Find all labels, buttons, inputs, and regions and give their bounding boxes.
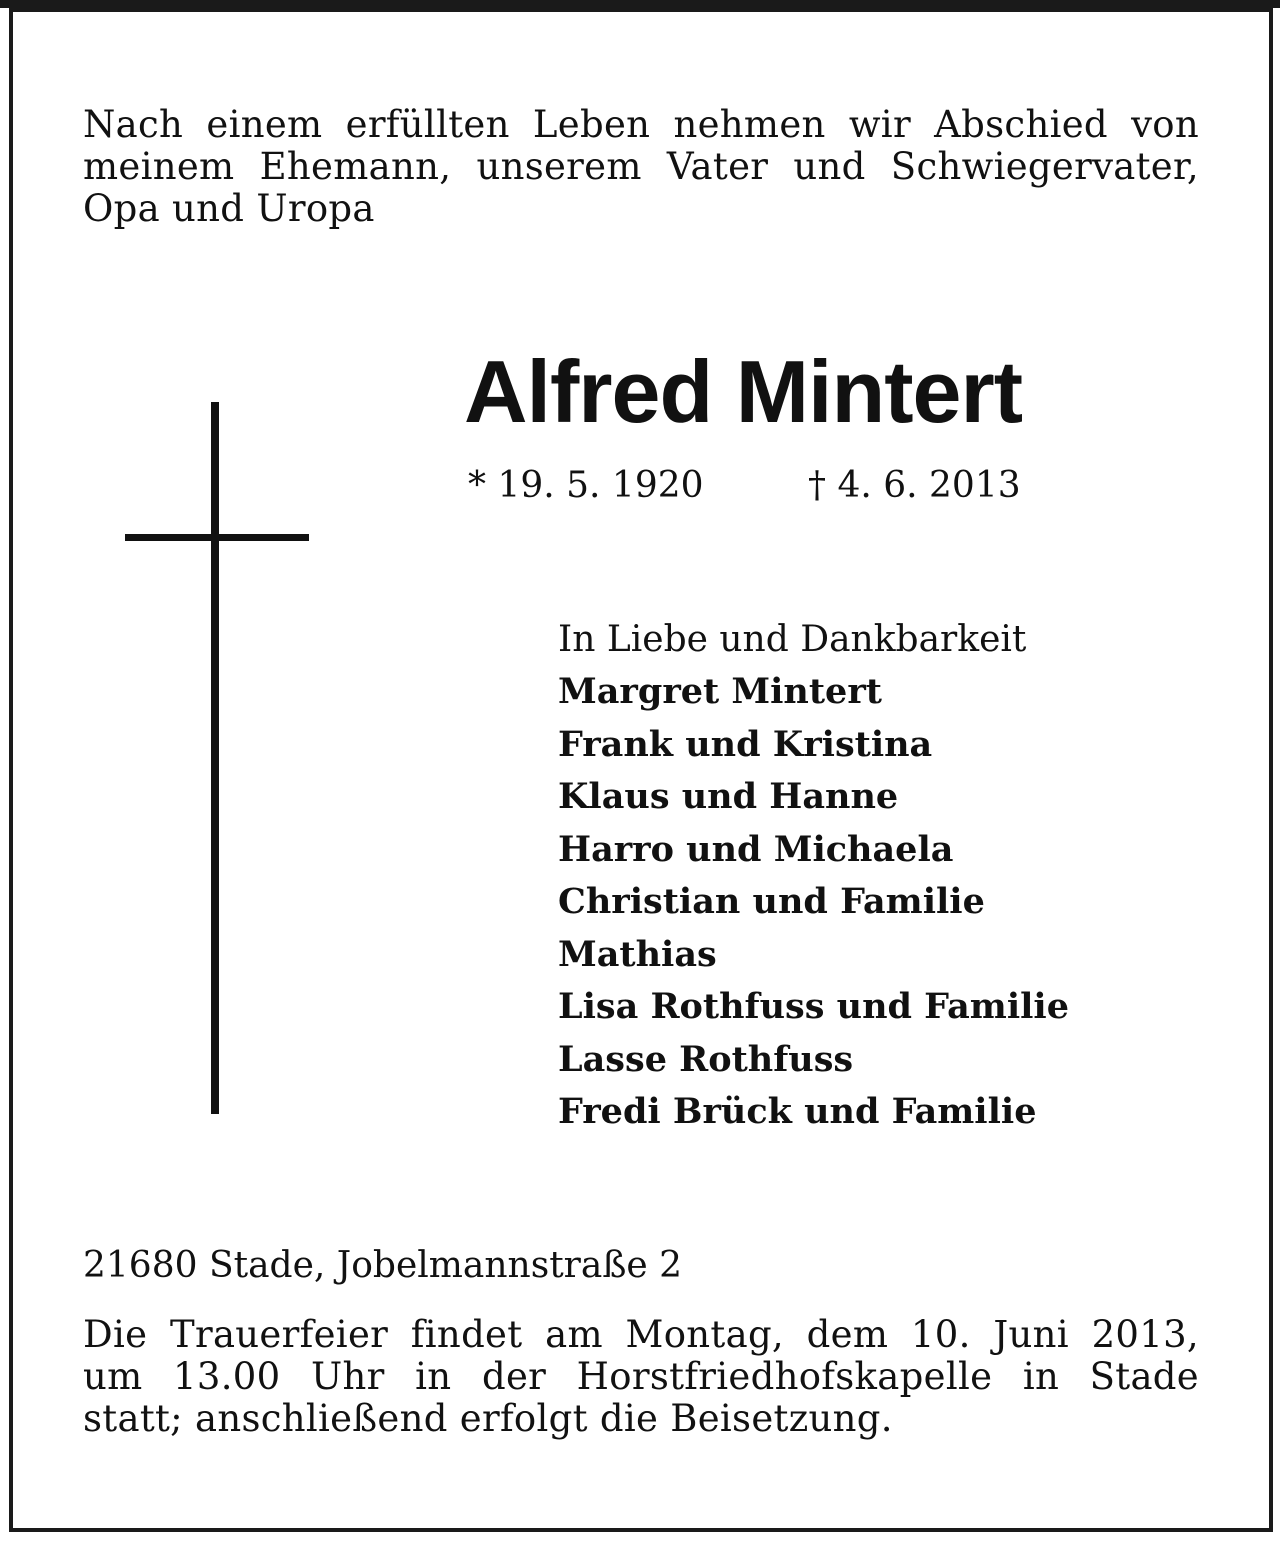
cross-vertical-bar bbox=[211, 402, 219, 1114]
family-member: Mathias bbox=[558, 933, 717, 975]
family-member: Harro und Michaela bbox=[558, 828, 954, 870]
intro-text bbox=[83, 104, 1199, 230]
ceremony-text bbox=[83, 1314, 1199, 1440]
address: 21680 Stade, Jobelmannstraße 2 bbox=[83, 1245, 683, 1286]
obituary-notice bbox=[9, 8, 1273, 1532]
cross-horizontal-bar bbox=[125, 534, 309, 541]
family-member: Christian und Familie bbox=[558, 881, 985, 922]
ceremony-line: um 13.00 Uhr in der Horstfriedhofskapelle in Stade bbox=[83, 1355, 1199, 1398]
cross-icon bbox=[125, 402, 309, 1114]
intro-line: meinem Ehemann, unserem Vater und Schwiegervater, bbox=[83, 145, 1199, 188]
top-rule bbox=[0, 0, 1280, 8]
intro-line: Opa und Uropa bbox=[83, 187, 375, 230]
family-signature bbox=[558, 614, 1198, 1139]
birth-date: * 19. 5. 1920 bbox=[468, 465, 704, 506]
family-member: Fredi Brück und Familie bbox=[558, 1091, 1037, 1132]
family-member-list bbox=[558, 666, 1198, 1139]
family-member: Frank und Kristina bbox=[558, 723, 933, 765]
ceremony-line: Die Trauerfeier findet am Montag, dem 10. Juni 2013, bbox=[83, 1313, 1199, 1356]
family-member: Lasse Rothfuss bbox=[558, 1038, 854, 1080]
deceased-name: Alfred Mintert bbox=[464, 342, 1022, 441]
family-member: Klaus und Hanne bbox=[558, 776, 899, 817]
family-intro: In Liebe und Dankbarkeit bbox=[558, 619, 1027, 660]
intro-line: Nach einem erfüllten Leben nehmen wir Abschied von bbox=[83, 103, 1199, 146]
family-member: Lisa Rothfuss und Familie bbox=[558, 986, 1069, 1027]
family-member: Margret Mintert bbox=[558, 671, 882, 712]
ceremony-line: statt; anschließend erfolgt die Beisetzung. bbox=[83, 1397, 893, 1440]
death-date: † 4. 6. 2013 bbox=[808, 465, 1021, 506]
